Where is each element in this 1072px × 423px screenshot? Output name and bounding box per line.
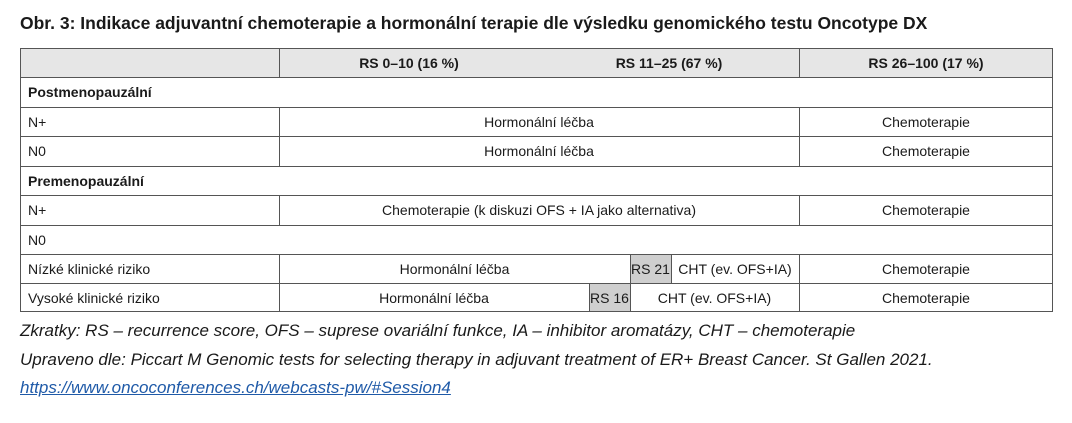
indication-table [20, 48, 1053, 312]
table-rule [630, 254, 631, 312]
table-rule [279, 48, 280, 77]
header-rs-mid-cell [539, 48, 799, 77]
table-rule [20, 195, 1053, 196]
header-rs-high: RS 26–100 (17 %) [868, 54, 984, 71]
abbreviations-note: Zkratky: RS – recurrence score, OFS – suprese ovariální funkce, IA – inhibitor aromatázy, CHT – chemoterapie [20, 321, 856, 340]
table-rule [671, 254, 672, 283]
source-note: Upraveno dle: Piccart M Genomic tests for selecting therapy in adjuvant treatment of ER+ Breast Cancer. St Gallen 2021. [20, 350, 933, 369]
table-rule [279, 107, 280, 166]
table-rule [279, 195, 280, 225]
table-rule [799, 107, 800, 166]
source-link[interactable]: https://www.oncoconferences.ch/webcasts-pw/#Session4 [20, 378, 451, 397]
row-pre-n0-label: N0 [28, 231, 46, 248]
header-corner-cell [20, 48, 279, 77]
table-rule [799, 48, 800, 77]
table-rule [20, 136, 1053, 137]
table-rule [20, 77, 1053, 78]
table-rule [1052, 48, 1053, 312]
row-high-risk-cht: CHT (ev. OFS+IA) [657, 289, 772, 306]
table-rule [799, 254, 800, 312]
row-high-risk-label: Vysoké klinické riziko [28, 289, 160, 306]
table-rule [20, 166, 1053, 167]
header-rs-mid: RS 11–25 (67 %) [615, 54, 723, 71]
row-pre-nplus-label: N+ [28, 202, 47, 218]
row-post-n0-chemo: Chemoterapie [882, 143, 970, 159]
table-rule [279, 254, 280, 312]
table-rule [20, 48, 21, 312]
table-rule [20, 48, 1053, 49]
row-high-risk-cutoff: RS 16 [589, 283, 630, 312]
table-rule [799, 195, 800, 225]
row-pre-nplus-chemo-alt: Chemoterapie (k diskuzi OFS + IA jako alternativa) [382, 202, 696, 218]
row-low-risk-cutoff: RS 21 [630, 254, 671, 283]
table-rule [20, 225, 1053, 226]
row-low-risk-chemo: Chemoterapie [882, 260, 970, 277]
row-low-risk-hormonal: Hormonální léčba [399, 260, 510, 277]
table-rule [20, 107, 1053, 108]
header-rs-high-cell [799, 48, 1053, 77]
section-premenopausal: Premenopauzální [28, 172, 144, 189]
figure-title: Obr. 3: Indikace adjuvantní chemoterapie a hormonální terapie dle výsledku genomického testu Oncotype DX [20, 13, 928, 33]
row-pre-nplus-chemo: Chemoterapie [882, 202, 970, 218]
table-rule [20, 254, 1053, 255]
header-rs-low-cell [279, 48, 539, 77]
row-post-nplus-chemo: Chemoterapie [882, 113, 970, 130]
row-low-risk-label: Nízké klinické riziko [28, 260, 151, 277]
row-post-n0-hormonal: Hormonální léčba [484, 143, 594, 159]
table-rule [589, 283, 590, 312]
row-low-risk-cht: CHT (ev. OFS+IA) [678, 260, 792, 277]
table-rule [20, 283, 1053, 284]
table-rule [20, 311, 1053, 312]
row-post-n0-label: N0 [28, 143, 46, 159]
row-high-risk-chemo: Chemoterapie [882, 289, 970, 306]
section-postmenopausal: Postmenopauzální [28, 84, 152, 100]
row-post-nplus-hormonal: Hormonální léčba [484, 113, 594, 130]
header-rs-low: RS 0–10 (16 %) [359, 54, 459, 71]
row-post-nplus-label: N+ [28, 113, 47, 130]
row-high-risk-hormonal: Hormonální léčba [379, 289, 489, 306]
